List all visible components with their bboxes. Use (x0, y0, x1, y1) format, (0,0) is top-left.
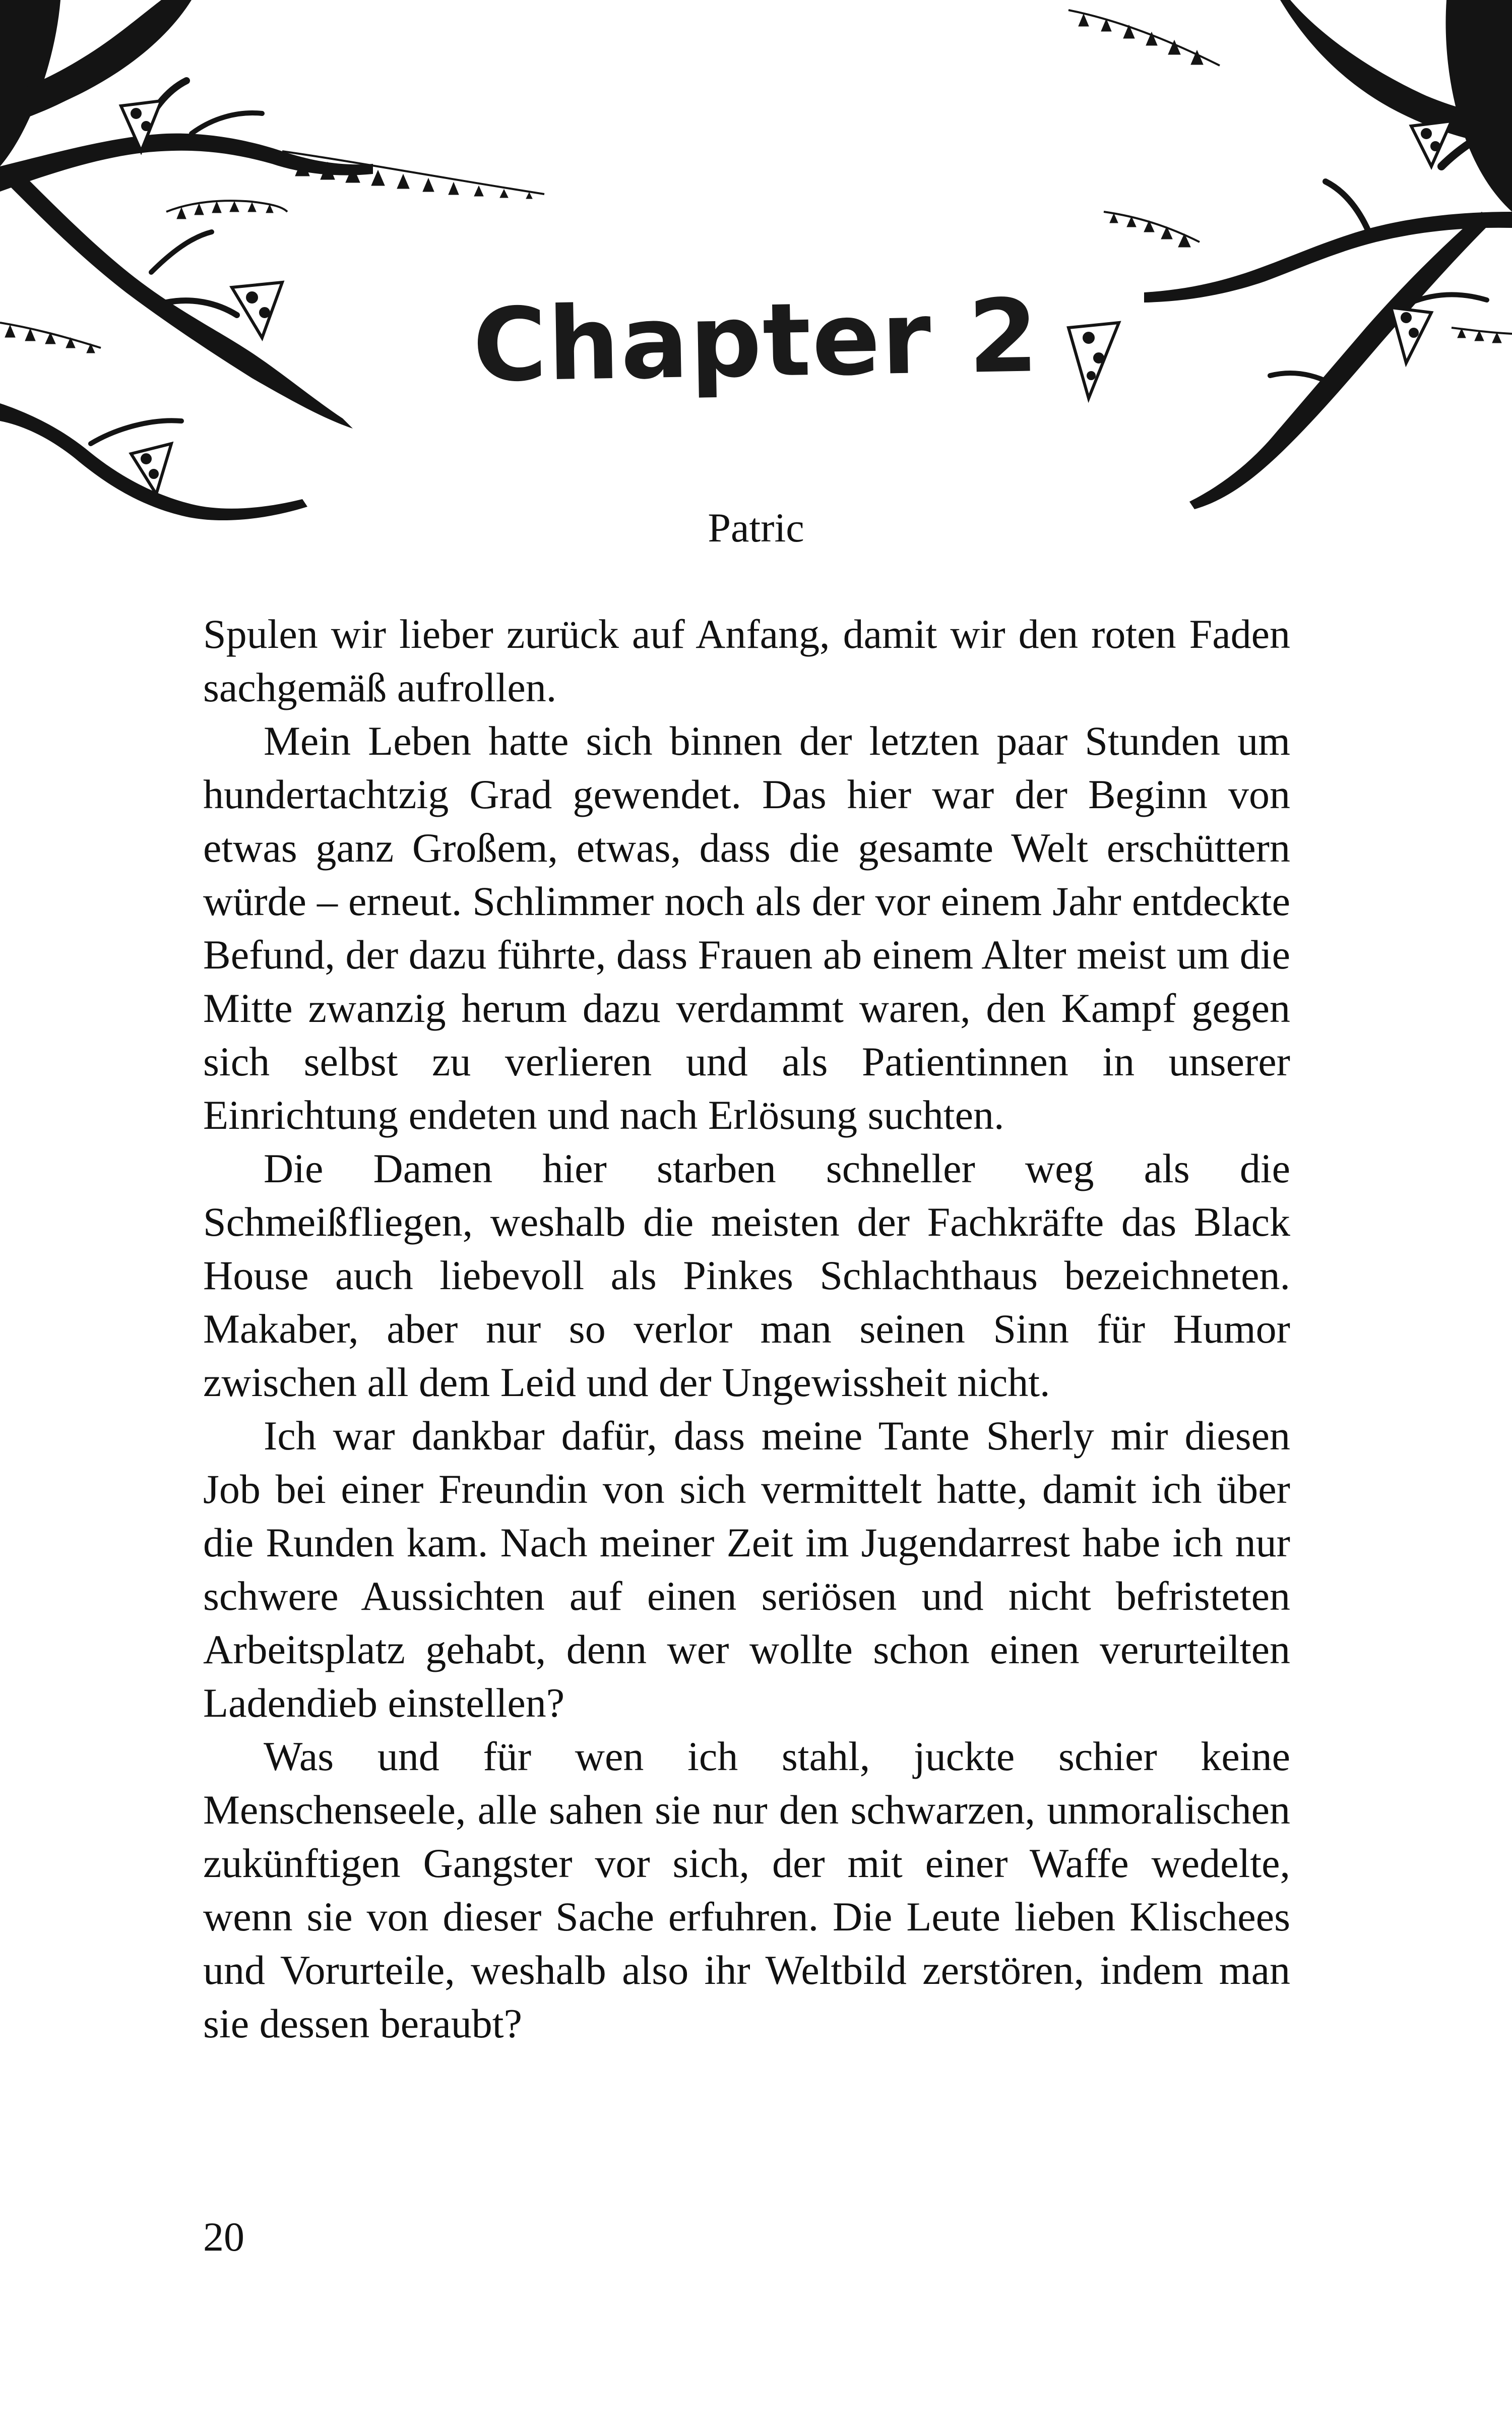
paragraph: Spulen wir lieber zurück auf Anfang, damit wir den roten Faden sachgemäß aufrollen. (203, 611, 1290, 710)
tree-branches-right-icon (1144, 0, 1512, 509)
tree-branches-left-icon (0, 0, 373, 520)
paragraph: Ich war dankbar dafür, dass meine Tante Sherly mir diesen Job bei einer Freundin von sich vermittelt hatte, damit ich über die Runden kam. Nach meiner Zeit im Jugendarrest habe ich nur schwere Aussichten auf einen seriösen und nicht befristeten Arbeitsplatz gehabt, denn wer wollte schon einen verurteilten Ladendieb einstellen? (203, 1413, 1290, 1726)
paragraph: Mein Leben hatte sich binnen der letzten paar Stunden um hundertachtzig Grad gewendet. Das hier war der Beginn von etwas ganz Großem, etwas, dass die gesamte Welt erschüttern würde – erneut. Schlimmer noch als der vor einem Jahr entdeckte Befund, der dazu führte, dass Frauen ab einem Alter meist um die Mitte zwanzig herum dazu verdammt waren, den Kampf gegen sich selbst zu verlieren und als Patientinnen in unserer Einrichtung endeten und nach Erlösung suchten. (203, 718, 1290, 1138)
paragraph: Die Damen hier starben schneller weg als die Schmeißfliegen, weshalb die meisten der Fachkräfte das Black House auch liebevoll als Pinkes Schlachthaus bezeichneten. Makaber, aber nur so verlor man seinen Sinn für Humor zwischen all dem Leid und der Ungewissheit nicht. (203, 1145, 1290, 1405)
chapter-body-text (203, 608, 1290, 2050)
chapter-pov-name: Patric (708, 505, 804, 551)
paragraph: Was und für wen ich stahl, juckte schier keine Menschenseele, alle sahen sie nur den schwarzen, unmoralischen zukünftigen Gangster vor sich, der mit einer Waffe wedelte, wenn sie von dieser Sache erfuhren. Die Leute lieben Klischees und Vorurteile, weshalb also ihr Weltbild zerstören, indem man sie dessen beraubt? (203, 1733, 1290, 2046)
page-number: 20 (203, 2214, 244, 2260)
chapter-title: Chapter 2 (472, 277, 1040, 405)
